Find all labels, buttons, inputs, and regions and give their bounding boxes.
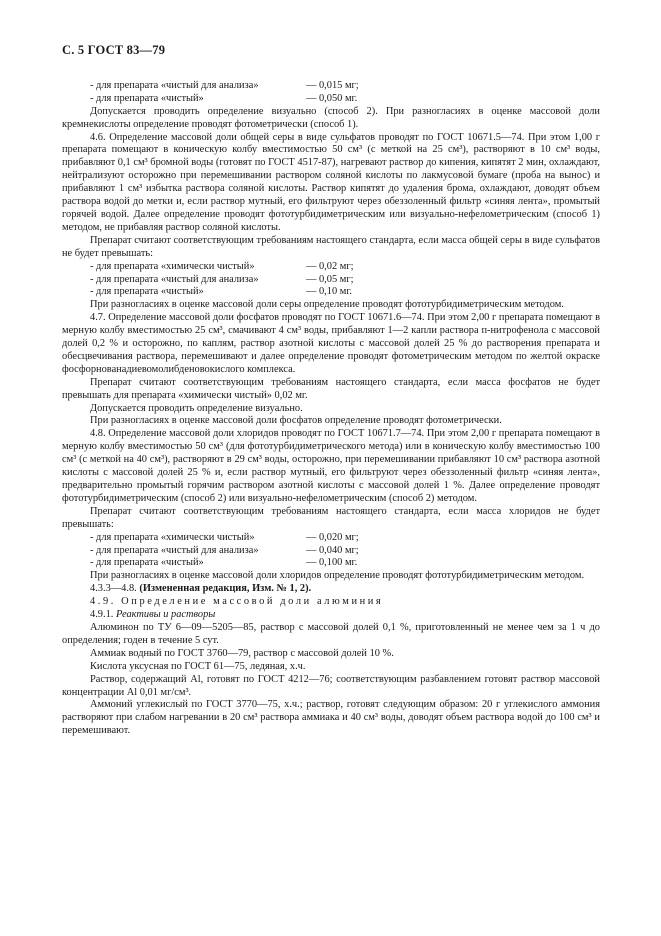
document-page	[62, 44, 600, 738]
section-4-8: 4.8. Определение массовой доли хлоридов проводят по ГОСТ 10671.7—74. При этом 2,00 г препарата помещают в мерную колбу вместимостью 50 см³ (для фототурбидиметрического метода) или в коническую колбу вместимостью 100 см³ (с меткой на 40 см³), растворяют в 29 см³ воды, осторожно, при перемешивании прибавляют 10 см³ раствора азотной кислоты с массовой долей 25 % и, если раствор мутный, его фильтруют через обеззоленный фильтр «синяя лента», предварительно промытый горячим раствором азотной кислоты с массовой долей 1 %. Далее определение проводят фототурбидиметрическим (способ 2) или визуально-нефелометрическим (способ 2) методом.	[62, 428, 600, 504]
limit-row: - для препарата «чистый» — 0,050 мг.	[90, 92, 358, 104]
paragraph: Раствор, содержащий Al, готовят по ГОСТ 4212—76; соответствующим разбавлением готовят раствор массовой концентрации Al 0,01 мг/см³.	[62, 673, 600, 698]
limit-row: - для препарата «химически чистый» — 0,020 мг;	[90, 531, 359, 543]
limit-row: - для препарата «чистый для анализа» — 0,05 мг;	[90, 273, 354, 285]
paragraph: Препарат считают соответствующим требованиям настоящего стандарта, если масса общей серы в виде сульфатов не будет превышать:	[62, 234, 600, 259]
section-4-7: 4.7. Определение массовой доли фосфатов проводят по ГОСТ 10671.6—74. При этом 2,00 г препарата помещают в мерную колбу вместимостью 25 см³, смачивают 4 см³ воды, прибавляют 1—2 капли раствора п-нитрофенола с массовой долей 0,2 % и осторожно, по каплям, раствор азотной кислоты с массовой долей 25 % до растворения препарата и обесцвечивания раствора, перемешивают и далее определение проводят фотометрическим методом по желтой окраске фосфорнованадиевомолибденовокислого комплекса.	[62, 312, 600, 375]
paragraph: Препарат считают соответствующим требованиям настоящего стандарта, если масса фосфатов не будет превышать для препарата «химически чистый» 0,02 мг.	[62, 376, 600, 401]
limit-row: - для препарата «чистый для анализа» — 0,040 мг;	[90, 544, 359, 556]
paragraph: При разногласиях в оценке массовой доли фосфатов определение проводят фотометрически.	[90, 415, 502, 427]
paragraph: Допускается проводить определение визуально (способ 2). При разногласиях в оценке массовой доли кремнекислоты определение проводят фотометрически (способ 1).	[62, 105, 600, 130]
paragraph: Аммиак водный по ГОСТ 3760—79, раствор с массовой долей 10 %.	[90, 647, 394, 659]
section-4-9-1: 4.9.1. Реактивы и растворы	[90, 609, 216, 621]
paragraph: Допускается проводить определение визуально.	[90, 402, 303, 414]
limit-row: - для препарата «чистый» — 0,100 мг.	[90, 557, 358, 569]
paragraph: При разногласиях в оценке массовой доли серы определение проводят фототурбидиметрическим методом.	[90, 299, 564, 311]
paragraph: Алюминон по ТУ 6—09—5205—85, раствор с массовой долей 0,1 %, приготовленный не менее чем за 1 ч до определения; годен в течение 5 сут.	[62, 621, 600, 646]
limit-row: - для препарата «чистый» — 0,10 мг.	[90, 286, 353, 298]
paragraph: Кислота уксусная по ГОСТ 61—75, ледяная, х.ч.	[90, 660, 306, 672]
paragraph: При разногласиях в оценке массовой доли хлоридов определение проводят фототурбидиметрическим методом.	[90, 570, 585, 582]
limit-row: - для препарата «химически чистый» — 0,02 мг;	[90, 260, 354, 272]
page-header: С. 5 ГОСТ 83—79	[62, 43, 166, 57]
paragraph: Препарат считают соответствующим требованиям настоящего стандарта, если масса хлоридов не будет превышать:	[62, 505, 600, 530]
section-4-6: 4.6. Определение массовой доли общей серы в виде сульфатов проводят по ГОСТ 10671.5—74. При этом 1,00 г препарата помещают в коническую колбу вместимостью 50 см³ (с меткой на 25 см³), растворяют в 10 см³ воды, прибавляют 0,1 см³ бромной воды (готовят по ГОСТ 4517-87), нагревают раствор до кипения, кипятят 2 мин, охлаждают, нейтрализуют осторожно при перемешивании раствором соляной кислоты по лакмусовой бумаге (проба на вынос) и прибавляют 1 см³ избытка раствора соляной кислоты. Раствор кипятят до удаления брома, охлаждают, доводят объем раствора водой до метки и, если раствор мутный, его фильтруют через обеззоленный фильтр «синяя лента», промытый горячей водой. Далее определение проводят фототурбидиметрическим или визуально-нефелометрическим (способ 1) методом, не прибавляя раствор соляной кислоты.	[62, 131, 600, 233]
limit-row: - для препарата «чистый для анализа» — 0,015 мг;	[90, 79, 359, 91]
revision-note: 4.3.3—4.8. (Измененная редакция, Изм. № 1, 2).	[90, 583, 312, 595]
section-4-9-title: 4.9. Определение массовой доли алюминия	[90, 596, 384, 608]
paragraph: Аммоний углекислый по ГОСТ 3770—75, х.ч.; раствор, готовят следующим образом: 20 г углекислого аммония растворяют при слабом нагревании в 20 см³ раствора аммиака и 40 см³ воды, доводят объем раствора водой до 100 см³ и перемешивают.	[62, 699, 600, 737]
